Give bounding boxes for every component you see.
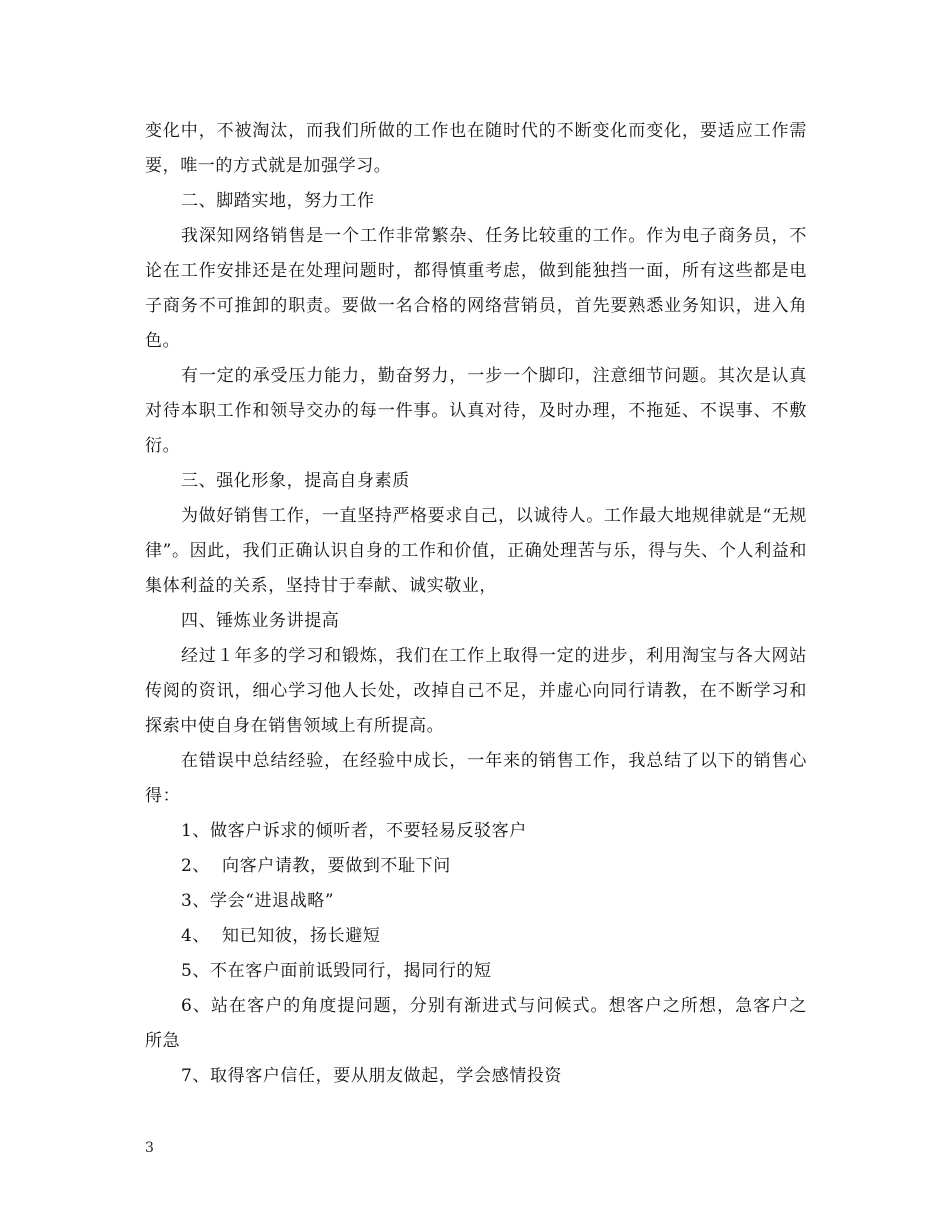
paragraph: 我深知网络销售是一个工作非常繁杂、任务比较重的工作。作为电子商务员，不论在工作安排还是在处理问题时，都得慎重考虑，做到能独挡一面，所有这些都是电子商务不可推卸的职责。要做一名合格的网络营销员，首先要熟悉业务知识，进入角色。 bbox=[145, 226, 807, 351]
page-number: 3 bbox=[145, 1140, 154, 1156]
paragraph: 经过１年多的学习和锻炼，我们在工作上取得一定的进步，利用淘宝与各大网站传阅的资讯，细心学习他人长处，改掉自己不足，并虚心向同行请教，在不断学习和探索中使自身在销售领域上有所提高。 bbox=[145, 646, 807, 736]
document-body bbox=[145, 114, 807, 1094]
paragraph: 1、做客户诉求的倾听者，不要轻易反驳客户 bbox=[181, 821, 527, 841]
paragraph: 变化中，不被淘汰，而我们所做的工作也在随时代的不断变化而变化，要适应工作需要，唯一的方式就是加强学习。 bbox=[145, 121, 807, 176]
paragraph: 7、取得客户信任，要从朋友做起，学会感情投资 bbox=[181, 1066, 563, 1086]
paragraph: 4、 知已知彼，扬长避短 bbox=[181, 926, 381, 946]
paragraph: 3、学会“进退战略” bbox=[181, 891, 335, 911]
paragraph: 6、站在客户的角度提问题，分别有渐进式与问候式。想客户之所想，急客户之所急 bbox=[145, 996, 807, 1051]
paragraph: 有一定的承受压力能力，勤奋努力，一步一个脚印，注意细节问题。其次是认真对待本职工作和领导交办的每一件事。认真对待，及时办理，不拖延、不误事、不敷衍。 bbox=[145, 366, 807, 456]
paragraph: 为做好销售工作，一直坚持严格要求自己，以诚待人。工作最大地规律就是“无规律”。因此，我们正确认识自身的工作和价值，正确处理苦与乐，得与失、个人利益和集体利益的关系，坚持甘于奉献、诚实敬业， bbox=[145, 506, 807, 596]
paragraph: 二、脚踏实地，努力工作 bbox=[181, 191, 375, 211]
paragraph: 2、 向客户请教，要做到不耻下问 bbox=[181, 856, 451, 876]
paragraph: 三、强化形象，提高自身素质 bbox=[181, 471, 410, 491]
paragraph: 5、不在客户面前诋毁同行，揭同行的短 bbox=[181, 961, 492, 981]
paragraph: 四、锤炼业务讲提高 bbox=[181, 611, 340, 631]
paragraph: 在错误中总结经验，在经验中成长，一年来的销售工作，我总结了以下的销售心得： bbox=[145, 751, 807, 806]
